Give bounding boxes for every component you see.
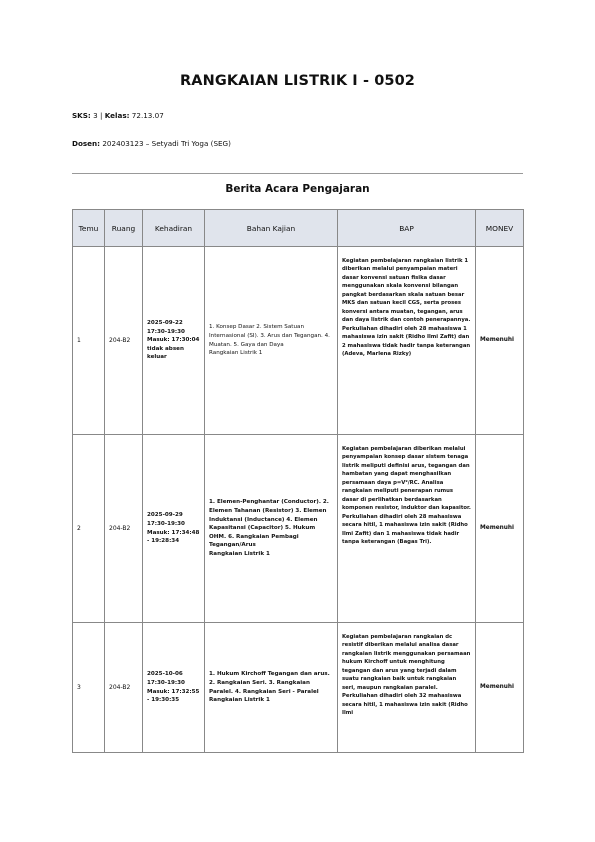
sks-value: 3 (93, 111, 98, 120)
cell-ruang: 204-B2 (105, 435, 143, 623)
divider (72, 173, 523, 174)
bahan-kajian-text: 1. Elemen-Penghantar (Conductor). 2. Elemen Tahanan (Resistor) 3. Elemen Induktansi (Inductance) 4. Elemen Kapasitansi (Capacitor) 5. Hukum OHM. 6. Rangkaian Pembagi Tegangan/Arus (209, 499, 329, 549)
cell-monev: Memenuhi (476, 435, 524, 623)
kelas-value: 72.13.07 (131, 111, 164, 120)
cell-bahan-kajian (205, 247, 338, 435)
cell-temu: 3 (73, 623, 105, 753)
header-bap: BAP (338, 210, 476, 247)
bap-text: Kegiatan pembelajaran rangkaian dc resistif diberikan melalui analisa dasar rangkaian listrik menggunakan persamaan hukum Kirchoff untuk menghitung tegangan dan arus yang terjadi dalam suatu rangkaian baik untuk rangkaian seri, maupun rangkaian paralel. Perkuliahan dihadiri oleh 32 mahasiswa secara hitil, 1 mahasiswa izin sakit (Ridho Ilmi (342, 634, 471, 717)
cell-temu: 2 (73, 435, 105, 623)
dosen-value: 202403123 – Setyadi Tri Yoga (SEG) (102, 139, 231, 148)
cell-bap: Kegiatan pembelajaran diberikan melalui penyampaian konsep dasar sistem tenaga listrik meliputi definisi arus, tegangan dan hambatan yang dapat menghasilkan persamaan daya p=V²/RC. Analisa rangkaian meliputi penerapan rumus dasar di perlihatkan berdasarkan komponen resistor, induktor dan kapasitor. Perkuliahan dihadiri oleh 28 mahasiswa secara hitil, 1 mahasiswa izin sakit (Ridho Ilmi Zafit) dan 1 mahasiswa tidak hadir tanpa keterangan (Bagas Tri). (338, 435, 476, 623)
meta-separator: | (99, 111, 103, 120)
header-kehadiran: Kehadiran (143, 210, 205, 247)
bap-table (72, 209, 524, 753)
cell-bahan-kajian (205, 435, 338, 623)
cell-bap (338, 623, 476, 753)
lecturer-meta (72, 139, 231, 148)
kelas-label: Kelas: (104, 111, 130, 120)
cell-kehadiran: 2025-09-29 17:30-19:30 Masuk: 17:34:48 - 19:28:34 (143, 435, 205, 623)
cell-monev: Memenuhi (476, 623, 524, 753)
cell-ruang: 204-B2 (105, 247, 143, 435)
course-meta (72, 111, 164, 120)
cell-kehadiran: 2025-10-06 17:30-19:30 Masuk: 17:32:55 - 19:30:35 (143, 623, 205, 753)
cell-ruang: 204-B2 (105, 623, 143, 753)
bahan-kajian-course: Rangkaian Listrik 1 (209, 697, 270, 704)
header-temu: Temu (73, 210, 105, 247)
bahan-kajian-text: 1. Hukum Kirchoff Tegangan dan arus. 2. Rangkaian Seri. 3. Rangkaian Paralel. 4. Rangkaian Seri - Paralel (209, 671, 330, 695)
header-ruang: Ruang (105, 210, 143, 247)
table-row (73, 247, 524, 435)
bahan-kajian-course: Rangkaian Listrik 1 (209, 551, 270, 558)
section-title: Berita Acara Pengajaran (225, 183, 370, 195)
bahan-kajian-course: Rangkaian Listrik 1 (209, 350, 263, 357)
dosen-label: Dosen: (72, 139, 101, 148)
sks-label: SKS: (72, 111, 91, 120)
header-bahan-kajian: Bahan Kajian (205, 210, 338, 247)
document-title: RANGKAIAN LISTRIK I - 0502 (180, 73, 415, 89)
cell-bahan-kajian (205, 623, 338, 753)
cell-temu: 1 (73, 247, 105, 435)
cell-kehadiran: 2025-09-22 17:30-19:30 Masuk: 17:30:04 tidak absen keluar (143, 247, 205, 435)
table-header-row (73, 210, 524, 247)
table-row (73, 623, 524, 753)
cell-bap: Kegiatan pembelajaran rangkaian listrik 1 diberikan melalui penyampaian materi dasar konvensi satuan fisika dasar menggunakan skala konvensi bilangan pangkat berdasarkan skala satuan besar MKS dan satuan kecil CGS, serta proses konversi antara muatan, tegangan, arus dan daya listrik dan contoh penerapannya. Perkuliahan dihadiri oleh 28 mahasiswa 1 mahasiswa izin sakit (Ridho Ilmi Zafit) dan 2 mahasiswa tidak hadir tanpa keterangan (Adeva, Marlena Rizky) (338, 247, 476, 435)
bahan-kajian-text: 1. Konsep Dasar 2. Sistem Satuan Internasional (SI). 3. Arus dan Tegangan. 4. Muatan. 5. Gaya dan Daya (209, 324, 330, 348)
cell-monev: Memenuhi (476, 247, 524, 435)
table-row (73, 435, 524, 623)
header-monev: MONEV (476, 210, 524, 247)
